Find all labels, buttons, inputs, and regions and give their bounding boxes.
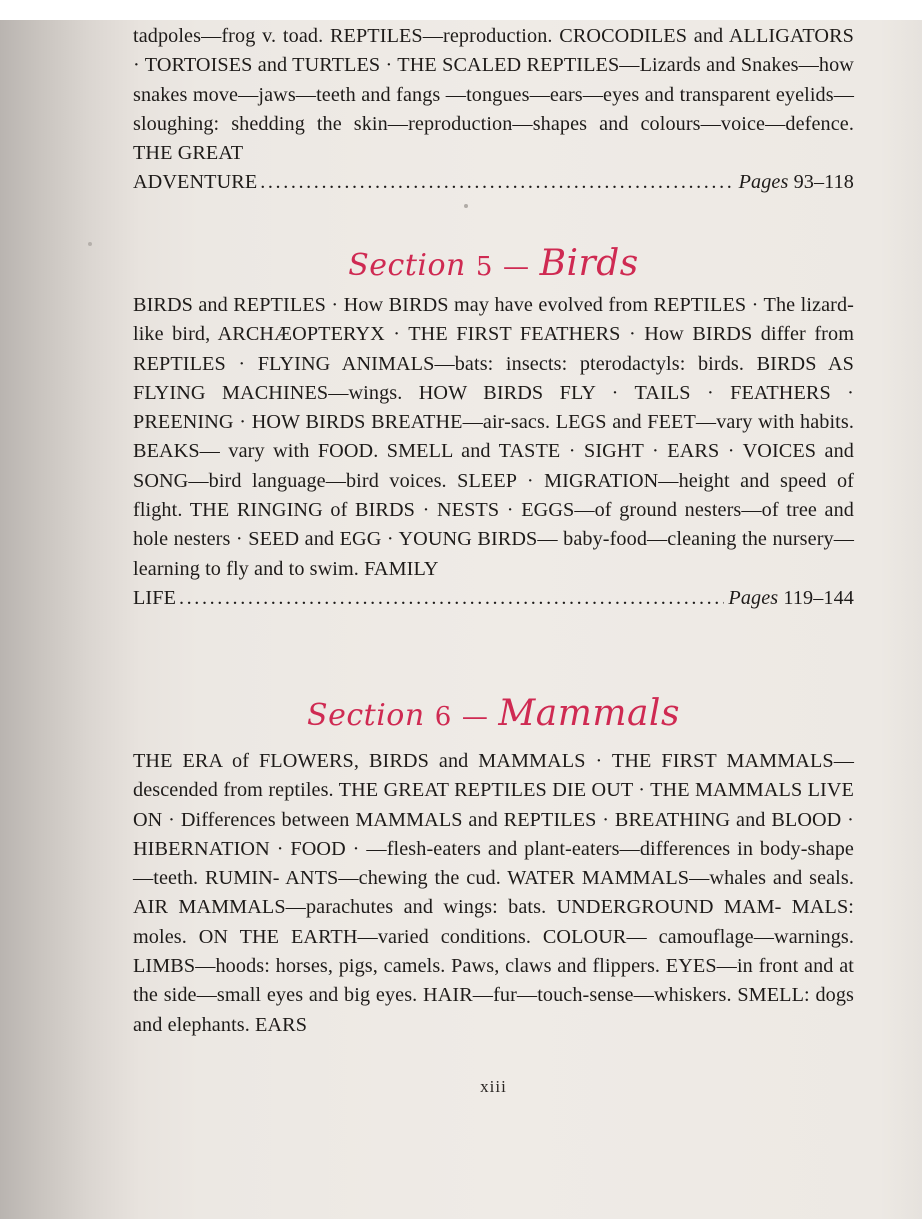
section-5-heading-prefix: Section [348, 248, 466, 283]
section-4-pages: Pages 93–118 [738, 171, 854, 194]
section-6-paragraph: THE ERA of FLOWERS, BIRDS and MAMMALS · THE FIRST MAMMALS—descended from reptiles. THE GREAT REPTILES DIE OUT · THE MAMMALS LIVE ON · Differences between MAMMALS and REPTILES · BREATHING and BLOOD · HIBERNATION · FOOD · —flesh-eaters and plant-eaters—differences in body-shape—teeth. RUMIN- ANTS—chewing the cud. WATER MAMMALS—whales and seals. AIR MAMMALS—parachutes and wings: bats. UNDERGROUND MAM- MALS: moles. ON THE EARTH—varied conditions. COLOUR— camouflage—warnings. LIMBS—hoods: horses, pigs, camels. Paws, claws and flippers. EYES—in front and at the side—small eyes and big eyes. HAIR—fur—touch-sense—whiskers. SMELL: dogs and elephants. EARS [133, 750, 854, 1036]
section-5-pages: Pages 119–144 [728, 586, 854, 609]
section-5-heading-number: 5 [475, 252, 493, 282]
section-5-last-words: LIFE [133, 586, 177, 609]
section-4-last-words: ADVENTURE [133, 171, 258, 194]
section-6-heading-prefix: Section [307, 698, 425, 733]
scan-border [0, 0, 922, 20]
section-6-heading: Section 6 — Mammals [307, 693, 680, 734]
page-number: xiii [480, 1077, 507, 1096]
dot-leader [179, 584, 724, 613]
section-5-heading: Section 5 — Birds [348, 243, 639, 284]
section-4-continuation [133, 22, 854, 198]
section-4-paragraph: tadpoles—frog v. toad. REPTILES—reproduction. CROCODILES and ALLIGATORS · TORTOISES and TURTLES · THE SCALED REPTILES—Lizards and Snakes—how snakes move—jaws—teeth and fangs —tongues—ears—eyes and transparent eyelids—sloughing: shedding the skin—reproduction—shapes and colours—voice—defence. THE GREAT [133, 25, 854, 165]
section-5-paragraph: BIRDS and REPTILES · How BIRDS may have evolved from REPTILES · The lizard-like bird, ARCHÆOPTERYX · THE FIRST FEATHERS · How BIRDS differ from REPTILES · FLYING ANIMALS—bats: insects: pterodactyls: birds. BIRDS AS FLYING MACHINES—wings. HOW BIRDS FLY · TAILS · FEATHERS · PREENING · HOW BIRDS BREATHE—air-sacs. LEGS and FEET—vary with habits. BEAKS— vary with FOOD. SMELL and TASTE · SIGHT · EARS · VOICES and SONG—bird language—bird voices. SLEEP · MIGRATION—height and speed of flight. THE RINGING of BIRDS · NESTS · EGGS—of ground nesters—of tree and hole nesters · SEED and EGG · YOUNG BIRDS— baby-food—cleaning the nursery—learning to fly and to swim. FAMILY [133, 294, 854, 580]
paper-speck [88, 242, 92, 246]
section-4-page-reference [133, 168, 854, 197]
section-5-contents [133, 291, 854, 613]
paper-speck [464, 204, 468, 208]
section-6-heading-number: 6 [434, 702, 452, 732]
section-5-page-reference [133, 584, 854, 613]
section-6-heading-title: Mammals [498, 693, 680, 734]
section-6-contents [133, 747, 854, 1040]
dot-leader [260, 168, 734, 197]
section-5-heading-title: Birds [539, 243, 639, 284]
